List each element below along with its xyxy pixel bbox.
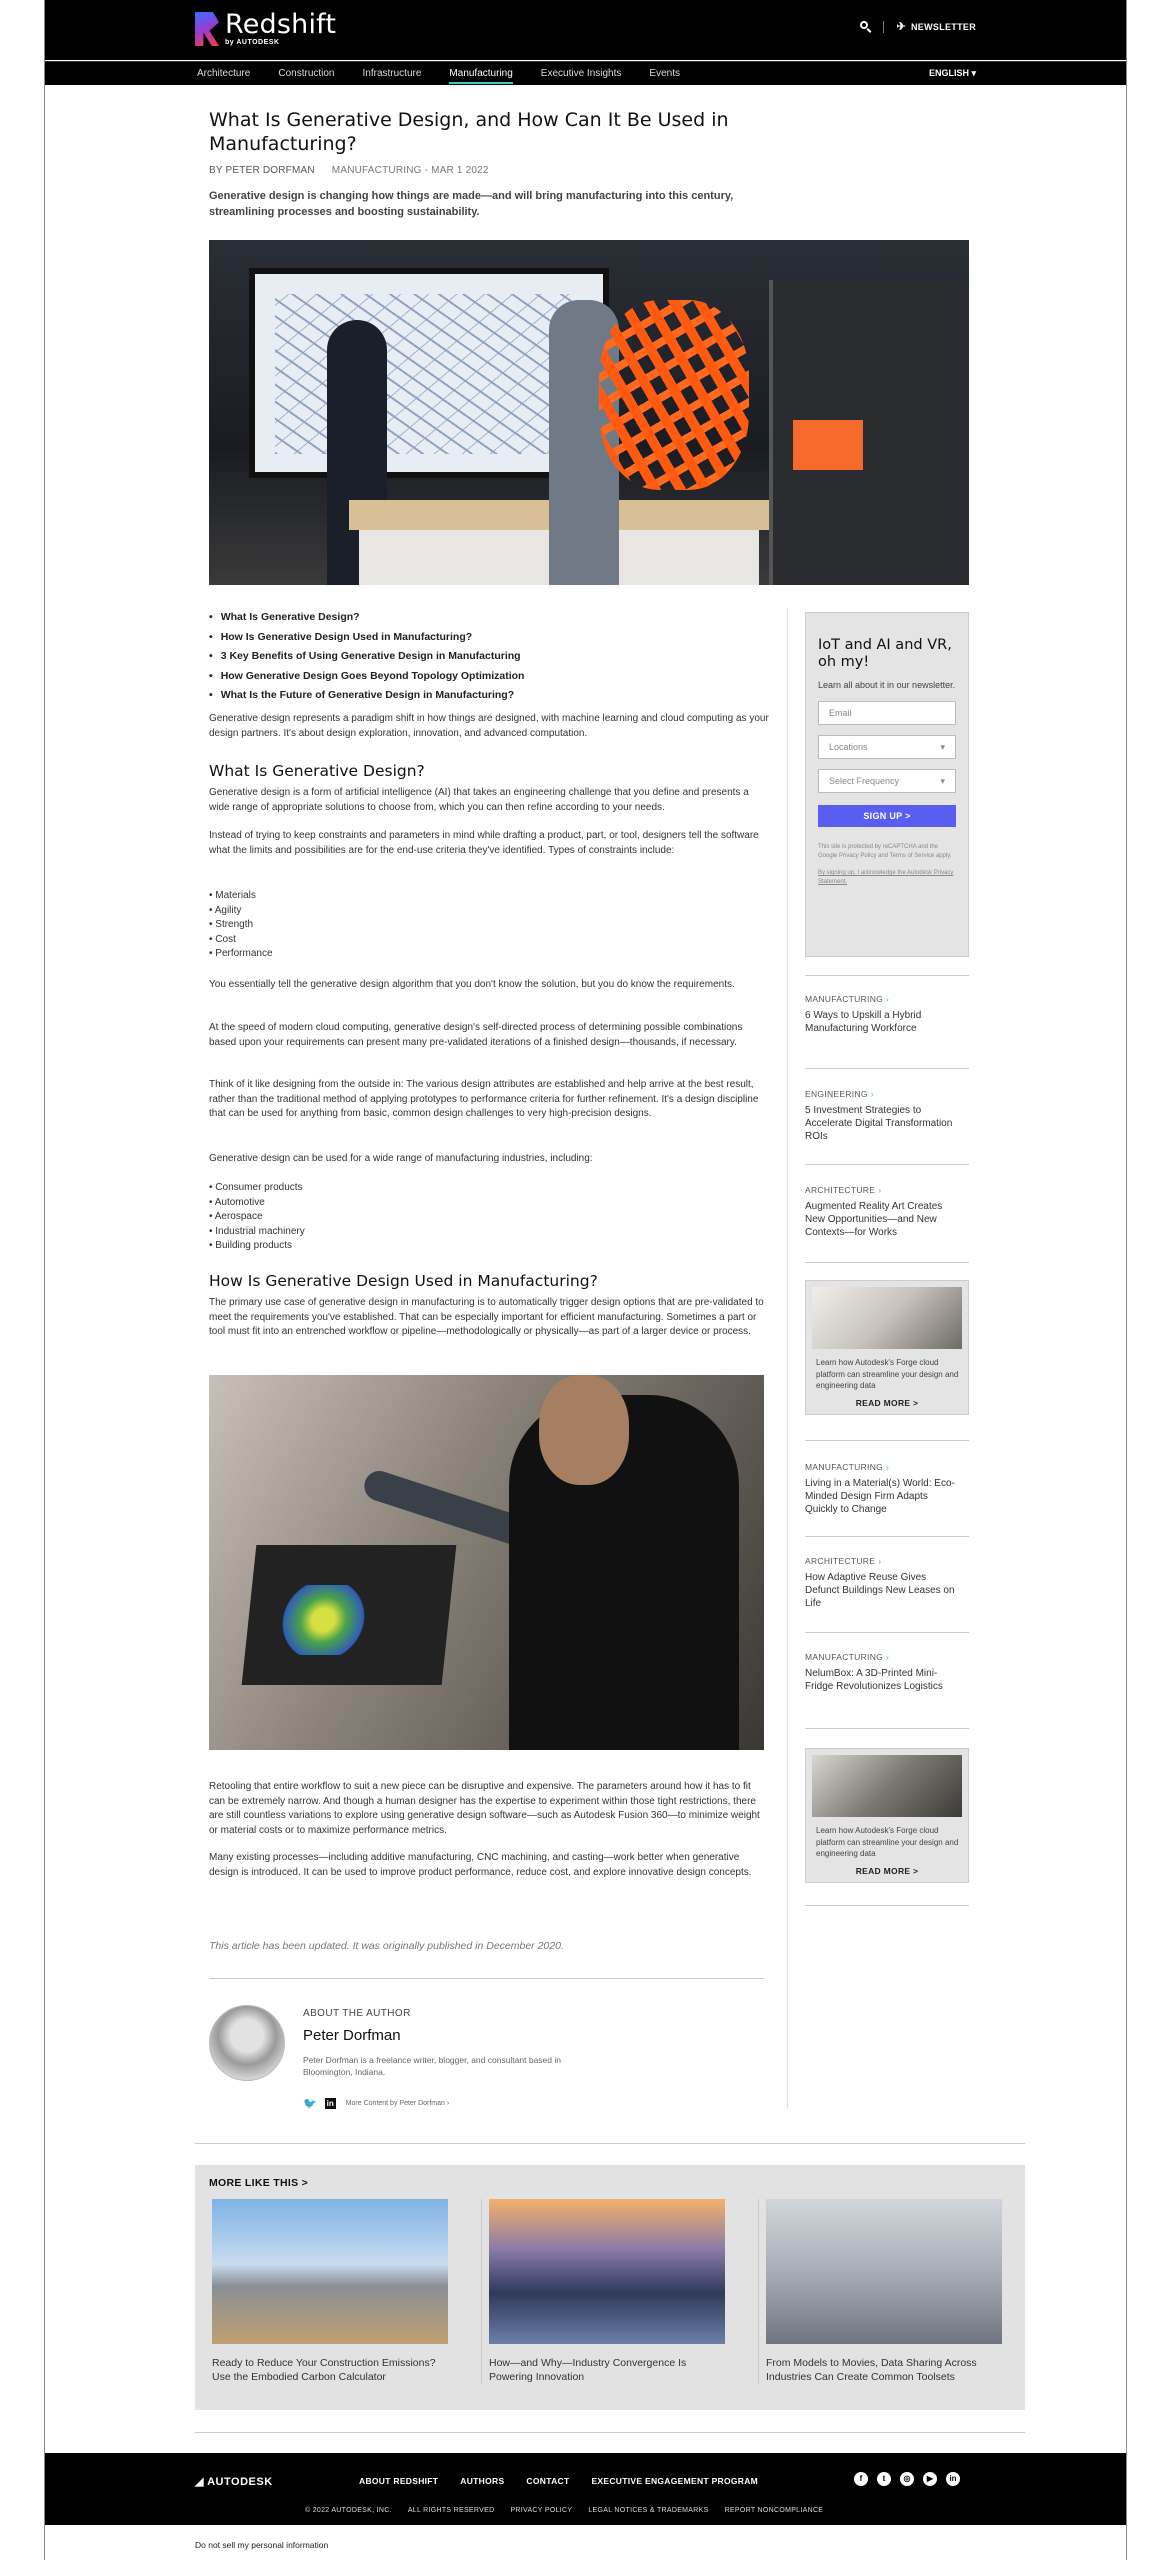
- sidebar-divider: [787, 608, 788, 2108]
- divider: [805, 1905, 969, 1906]
- chevron-right-icon: ›: [446, 2100, 450, 2107]
- table-of-contents: [209, 608, 524, 706]
- rights-reserved: ALL RIGHTS RESERVED: [407, 2507, 495, 2514]
- paragraph: Think of it like designing from the outside in: The various design attributes are established and help arrive at the best result, rather than the traditional method of applying prototypes to performance criteria for further refinement. It's a design discipline that can be used for anything from basic, common design challenges to very high-precision designs.: [209, 1079, 759, 1119]
- sidebar-category: ENGINEERING: [805, 1089, 868, 1099]
- privacy-acknowledgement[interactable]: By signing up, I acknowledge the Autodesk Privacy Statement.: [818, 870, 954, 885]
- list-item: • Strength: [209, 919, 254, 930]
- chevron-down-icon: ▾: [940, 776, 945, 786]
- youtube-icon[interactable]: ▶: [923, 2472, 937, 2486]
- email-placeholder: Email: [829, 708, 852, 718]
- divider: [805, 1164, 969, 1165]
- paragraph: Generative design can be used for a wide range of manufacturing industries, including:: [209, 1153, 593, 1164]
- card-title: From Models to Movies, Data Sharing Across Industries Can Create Common Toolsets: [766, 2357, 977, 2383]
- signup-heading: IoT and AI and VR, oh my!: [818, 637, 952, 670]
- site-header: [45, 0, 1126, 60]
- more-content-label: More Content by Peter Dorfman: [345, 2100, 445, 2107]
- related-card[interactable]: [212, 2199, 474, 2384]
- toc-item[interactable]: • What Is the Future of Generative Design in Manufacturing?: [209, 686, 524, 706]
- nav-events[interactable]: Events: [649, 68, 680, 79]
- author-bio: Peter Dorfman is a freelance writer, blogger, and consultant based in Bloomington, Indiana.: [303, 2055, 561, 2077]
- chevron-right-icon: ›: [870, 1089, 874, 1099]
- privacy-policy-link[interactable]: PRIVACY POLICY: [510, 2507, 573, 2514]
- chevron-right-icon: ›: [886, 1462, 890, 1472]
- list-item: • Aerospace: [209, 1211, 263, 1222]
- about-author-label: ABOUT THE AUTHOR: [303, 2008, 411, 2019]
- related-card[interactable]: [766, 2199, 1028, 2384]
- sidebar-category: ARCHITECTURE: [805, 1185, 876, 1195]
- locations-select[interactable]: [818, 735, 956, 759]
- article-title: What Is Generative Design, and How Can It Be Used in Manufacturing?: [209, 109, 729, 155]
- sidebar-article[interactable]: [805, 994, 969, 1035]
- sidebar-title: 5 Investment Strategies to Accelerate Digital Transformation ROIs: [805, 1105, 953, 1142]
- article-dek: Generative design is changing how things are made—and will bring manufacturing into this century, streamlining processes and boosting sustainability.: [209, 190, 734, 218]
- forge-promo[interactable]: [805, 1748, 969, 1883]
- category-nav: [45, 61, 1126, 85]
- autodesk-logo-text: AUTODESK: [207, 2476, 273, 2488]
- page-frame: [44, 0, 1127, 2560]
- paper-plane-icon: ✈: [896, 21, 906, 33]
- read-more-link[interactable]: READ MORE >: [855, 1865, 919, 1876]
- linkedin-icon[interactable]: in: [946, 2472, 960, 2486]
- card-title: Ready to Reduce Your Construction Emissions? Use the Embodied Carbon Calculator: [212, 2357, 436, 2383]
- divider: [805, 1440, 969, 1441]
- toc-item[interactable]: • What Is Generative Design?: [209, 608, 524, 628]
- toc-item[interactable]: • How Is Generative Design Used in Manufacturing?: [209, 628, 524, 648]
- author-social: [303, 2097, 449, 2110]
- footer-link-contact[interactable]: CONTACT: [526, 2476, 570, 2486]
- newsletter-signup: [805, 612, 969, 957]
- paragraph: Many existing processes—including additive manufacturing, CNC machining, and casting—work better when generative design is introduced. It can be used to improve product performance, reduce cost, and explore innovative design concepts.: [209, 1852, 752, 1878]
- paragraph: The primary use case of generative design in manufacturing is to automatically trigger design options that are pre-validated to meet the requirements you've established. That can be especially important for efficient manufacturing. Sometimes a part or tool must fit into an entrenched workflow or pipeline—methodologically or physically—as part of a larger device or process.: [209, 1297, 764, 1337]
- report-noncompliance-link[interactable]: REPORT NONCOMPLIANCE: [724, 2507, 824, 2514]
- toc-item[interactable]: • 3 Key Benefits of Using Generative Design in Manufacturing: [209, 647, 524, 667]
- author-avatar[interactable]: [209, 2005, 285, 2081]
- nav-architecture[interactable]: Architecture: [197, 68, 251, 79]
- list-item: • Materials: [209, 890, 256, 901]
- sidebar-title: How Adaptive Reuse Gives Defunct Buildings New Leases on Life: [805, 1572, 955, 1609]
- recaptcha-notice: This site is protected by reCAPTCHA and the Google Privacy Policy and Terms of Service apply.: [818, 844, 952, 859]
- toc-item[interactable]: • How Generative Design Goes Beyond Topology Optimization: [209, 667, 524, 687]
- divider: [805, 1728, 969, 1729]
- promo-image: [812, 1287, 962, 1349]
- list-item: • Building products: [209, 1240, 292, 1251]
- do-not-sell-link[interactable]: Do not sell my personal information: [195, 2540, 329, 2550]
- author-name[interactable]: Peter Dorfman: [303, 2027, 401, 2044]
- chevron-right-icon: ›: [886, 1652, 890, 1662]
- card-image: [489, 2199, 725, 2344]
- sidebar-article[interactable]: [805, 1185, 969, 1239]
- twitter-icon[interactable]: 🐦: [303, 2098, 317, 2110]
- sidebar-article[interactable]: [805, 1652, 969, 1693]
- newsletter-link[interactable]: NEWSLETTER: [911, 21, 976, 32]
- footer-link-authors[interactable]: AUTHORS: [460, 2476, 505, 2486]
- logo-name: Redshift: [225, 9, 337, 40]
- card-image: [212, 2199, 448, 2344]
- nav-executive-insights[interactable]: Executive Insights: [540, 68, 622, 79]
- section-heading: What Is Generative Design?: [209, 762, 425, 780]
- nav-infrastructure[interactable]: Infrastructure: [362, 68, 422, 79]
- constraints-list: [209, 889, 769, 962]
- locations-label: Locations: [829, 742, 868, 752]
- divider: [195, 2143, 1025, 2144]
- list-item: • Automotive: [209, 1196, 265, 1208]
- sidebar-title: 6 Ways to Upskill a Hybrid Manufacturing Workforce: [805, 1010, 922, 1034]
- promo-image: [812, 1755, 962, 1817]
- promo-text: Learn how Autodesk's Forge cloud platform can streamline your design and engineering data: [816, 1826, 959, 1858]
- sidebar-category: MANUFACTURING: [805, 1652, 884, 1662]
- paragraph: Generative design is a form of artificial intelligence (AI) that takes an engineering challenge that you define and presents a wide range of appropriate solutions to choose from, which you can then refine according to your needs.: [209, 787, 749, 813]
- linkedin-icon[interactable]: in: [326, 2099, 334, 2108]
- divider: [805, 1068, 969, 1069]
- intro-paragraph: Generative design represents a paradigm shift in how things are designed, with machine learning and cloud computing as your design partners. It's about design exploration, innovation, and advanced computation.: [209, 713, 769, 739]
- site-footer: [45, 2453, 1126, 2525]
- redshift-logo-icon: [195, 12, 219, 46]
- industries-list: [209, 1181, 769, 1254]
- more-like-this: [195, 2165, 1025, 2410]
- copyright: © 2022 AUTODESK, INC.: [305, 2507, 392, 2514]
- frequency-select[interactable]: [818, 769, 956, 793]
- twitter-icon[interactable]: t: [877, 2472, 891, 2486]
- sidebar-title: Living in a Material(s) World: Eco-Minded Design Firm Adapts Quickly to Change: [805, 1478, 955, 1515]
- card-title: How—and Why—Industry Convergence Is Powering Innovation: [489, 2357, 687, 2383]
- paragraph: Instead of trying to keep constraints and parameters in mind while drafting a product, part, or tool, designers tell the software what the limits and possibilities are for the end-use criteria they've identified. Types of constraints include:: [209, 830, 759, 856]
- list-item: • Agility: [209, 904, 242, 916]
- nav-manufacturing[interactable]: Manufacturing: [449, 68, 512, 84]
- divider: [805, 1632, 969, 1633]
- sidebar-article[interactable]: [805, 1089, 969, 1143]
- divider: [805, 1536, 969, 1537]
- facebook-icon[interactable]: f: [854, 2472, 868, 2486]
- chevron-down-icon: ▾: [940, 742, 945, 752]
- chevron-right-icon: ›: [878, 1185, 882, 1195]
- divider: [805, 1262, 969, 1263]
- sidebar-category: MANUFACTURING: [805, 1462, 884, 1472]
- frequency-label: Select Frequency: [829, 776, 900, 786]
- section-heading: How Is Generative Design Used in Manufacturing?: [209, 1272, 598, 1290]
- list-item: • Consumer products: [209, 1182, 303, 1193]
- list-item: • Industrial machinery: [209, 1225, 305, 1237]
- divider: [195, 2432, 1025, 2433]
- nav-construction[interactable]: Construction: [278, 68, 335, 79]
- chevron-right-icon: ›: [886, 994, 890, 1004]
- redshift-logo[interactable]: [195, 9, 337, 46]
- related-card[interactable]: [489, 2199, 751, 2384]
- sidebar-article[interactable]: [805, 1462, 969, 1516]
- paragraph: You essentially tell the generative design algorithm that you don't know the solution, but you do know the requirements.: [209, 979, 735, 990]
- legal-notices-link[interactable]: LEGAL NOTICES & TRADEMARKS: [588, 2507, 709, 2514]
- signup-button[interactable]: SIGN UP >: [818, 805, 956, 827]
- card-image: [766, 2199, 1002, 2344]
- article-photo: [209, 1375, 764, 1750]
- sidebar-category: MANUFACTURING: [805, 994, 884, 1004]
- header-divider: [883, 21, 884, 33]
- list-item: • Performance: [209, 948, 273, 959]
- divider: [209, 1978, 764, 1979]
- paragraph: At the speed of modern cloud computing, generative design's self-directed process of determining possible combinations based upon your requirements can present many pre-validated iterations of a finished design—thousands, if necessary.: [209, 1022, 743, 1048]
- footer-link-about[interactable]: ABOUT REDSHIFT: [359, 2476, 439, 2486]
- more-content-link[interactable]: [346, 2100, 450, 2107]
- promo-text: Learn how Autodesk's Forge cloud platform can streamline your design and engineering data: [816, 1358, 959, 1390]
- signup-text: Learn all about it in our newsletter.: [818, 680, 956, 690]
- sidebar-title: NelumBox: A 3D-Printed Mini-Fridge Revolutionizes Logistics: [805, 1668, 943, 1692]
- search-icon[interactable]: [859, 21, 871, 33]
- email-field[interactable]: [818, 701, 956, 725]
- update-note: This article has been updated. It was originally published in December 2020.: [209, 1940, 564, 1952]
- read-more-link[interactable]: READ MORE >: [855, 1397, 919, 1408]
- category-date[interactable]: MANUFACTURING - MAR 1 2022: [331, 165, 489, 176]
- sidebar-article[interactable]: [805, 1556, 969, 1610]
- list-item: • Cost: [209, 933, 236, 945]
- divider: [805, 975, 969, 976]
- instagram-icon[interactable]: ◎: [900, 2472, 914, 2486]
- language-selector[interactable]: ENGLISH ▾: [928, 68, 976, 78]
- hero-image: [209, 240, 969, 585]
- sidebar-category: ARCHITECTURE: [805, 1556, 876, 1566]
- autodesk-logo[interactable]: [195, 2475, 273, 2488]
- forge-promo[interactable]: [805, 1280, 969, 1415]
- footer-link-executive-program[interactable]: EXECUTIVE ENGAGEMENT PROGRAM: [591, 2476, 759, 2486]
- sidebar-title: Augmented Reality Art Creates New Opportunities—and New Contexts—for Works: [805, 1201, 943, 1238]
- more-like-this-heading[interactable]: MORE LIKE THIS >: [209, 2177, 309, 2189]
- author-link[interactable]: BY PETER DORFMAN: [209, 165, 315, 176]
- logo-sub: by AUTODESK: [225, 39, 280, 46]
- paragraph: Retooling that entire workflow to suit a new piece can be disruptive and expensive. The parameters around how it has to fit can be extremely narrow. And though a human designer has the expertise to experiment within those tight restrictions, there are still countless variations to explore using generative design software—such as Autodesk Fusion 360—to minimize weight or material costs or to maximize performance metrics.: [209, 1781, 760, 1836]
- autodesk-mark-icon: ◢: [195, 2476, 208, 2488]
- chevron-right-icon: ›: [878, 1556, 882, 1566]
- byline: [209, 165, 489, 176]
